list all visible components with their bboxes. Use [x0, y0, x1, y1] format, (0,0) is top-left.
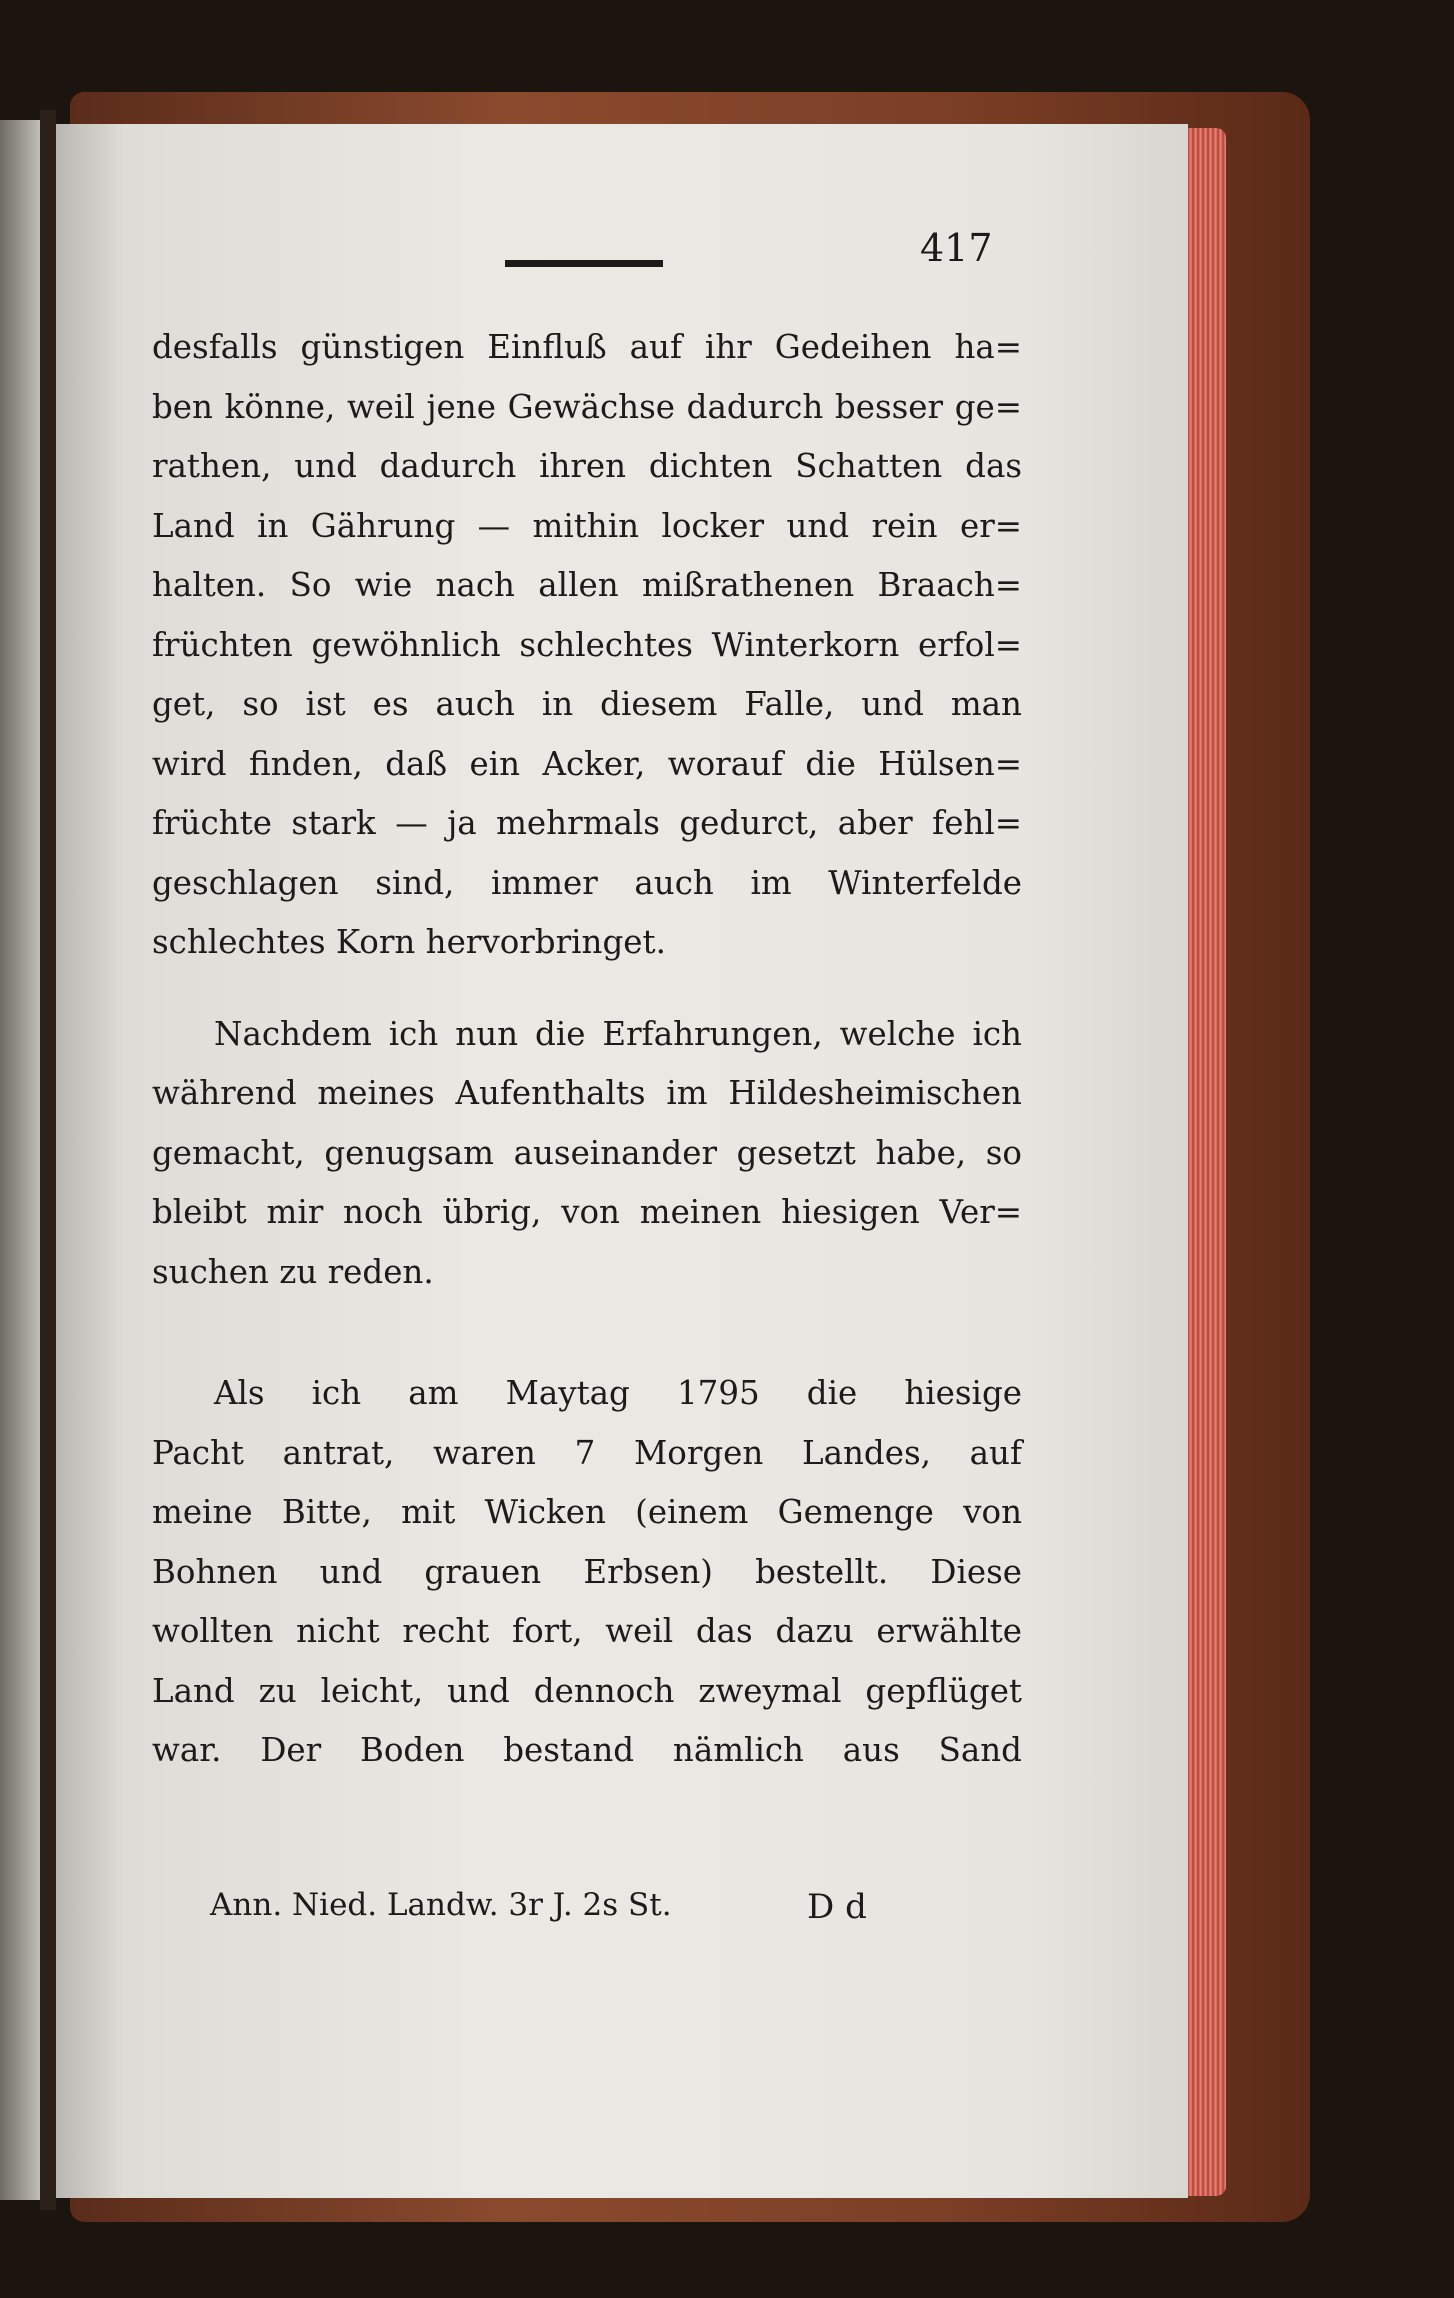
text-line: Pacht antrat, waren 7 Morgen Landes, auf — [152, 1433, 1022, 1472]
text-line: rathen, und dadurch ihren dichten Schatten das — [152, 447, 1022, 485]
text-line: get, so ist es auch in diesem Falle, und man — [152, 685, 1022, 723]
text-line: Als ich am Maytag 1795 die hiesige — [214, 1374, 1022, 1412]
text-line: während meines Aufenthalts im Hildesheimischen — [152, 1074, 1022, 1112]
body-text — [152, 318, 1022, 1781]
text-line: früchte stark — ja mehrmals gedurct, aber fehl= — [152, 804, 1022, 842]
text-line: war. Der Boden bestand nämlich aus Sand — [152, 1731, 1022, 1769]
text-line: ben könne, weil jene Gewächse dadurch besser ge= — [152, 387, 1022, 426]
text-line: wollten nicht recht fort, weil das dazu erwählte — [152, 1612, 1022, 1650]
paragraph-1 — [152, 318, 1022, 973]
header-rule — [505, 260, 663, 267]
text-line: bleibt mir noch übrig, von meinen hiesigen Ver= — [152, 1193, 1022, 1231]
text-line: meine Bitte, mit Wicken (einem Gemenge von — [152, 1493, 1022, 1531]
paragraph-2 — [152, 1005, 1022, 1303]
text-line: Land zu leicht, und dennoch zweymal gepflüget — [152, 1671, 1022, 1710]
page-number: 417 — [920, 226, 993, 270]
footer-signature: Ann. Nied. Landw. 3r J. 2s St. — [210, 1887, 672, 1923]
text-line: Bohnen und grauen Erbsen) bestellt. Diese — [152, 1552, 1022, 1591]
text-line: desfalls günstigen Einfluß auf ihr Gedeihen ha= — [152, 328, 1022, 366]
text-line: gemacht, genugsam auseinander gesetzt habe, so — [152, 1133, 1022, 1172]
text-line: halten. So wie nach allen mißrathenen Braach= — [152, 566, 1022, 604]
red-page-edges — [1182, 128, 1226, 2196]
text-line: suchen zu reden. — [152, 1252, 434, 1291]
paragraph-3 — [152, 1364, 1022, 1781]
text-line: Nachdem ich nun die Erfahrungen, welche ich — [214, 1014, 1022, 1053]
text-line: geschlagen sind, immer auch im Winterfelde — [152, 863, 1022, 902]
text-line: schlechtes Korn hervorbringet. — [152, 923, 666, 961]
text-line: Land in Gährung — mithin locker und rein er= — [152, 506, 1022, 545]
text-line: früchten gewöhnlich schlechtes Winterkorn erfol= — [152, 625, 1022, 664]
book-gutter — [40, 110, 56, 2210]
sheet-mark: D d — [807, 1887, 867, 1927]
text-line: wird finden, daß ein Acker, worauf die Hülsen= — [152, 744, 1022, 783]
